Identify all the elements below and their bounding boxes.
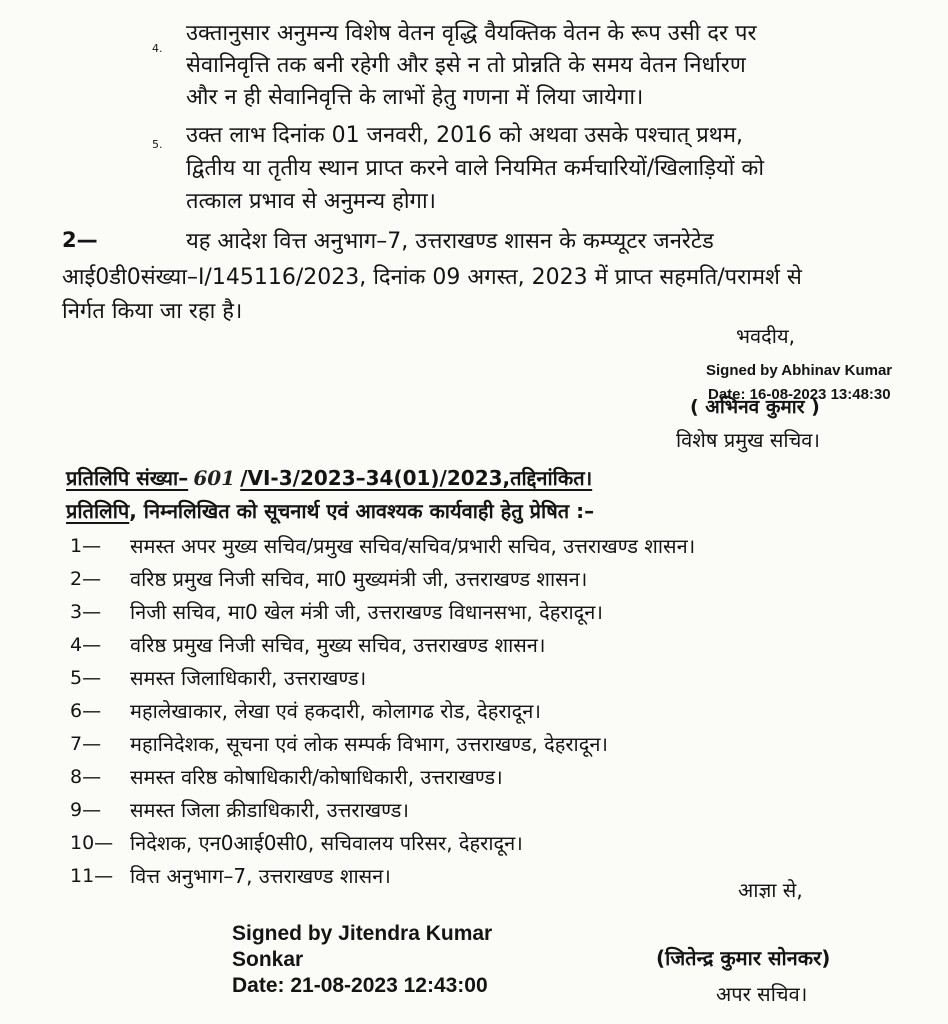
point-line: द्वितीय या तृतीय स्थान प्राप्त करने वाले नियमित कर्मचारियों/खिलाड़ियों को [186, 156, 765, 181]
list-item-text: वरिष्ठ प्रमुख निजी सचिव, मुख्य सचिव, उत्तराखण्ड शासन। [130, 633, 546, 657]
paragraph-number: 2— [62, 228, 98, 252]
digital-signature-date: Date: 16-08-2023 13:48:30 [708, 386, 891, 403]
list-item-text: समस्त जिलाधिकारी, उत्तराखण्ड। [130, 666, 367, 690]
digital-signature-name-cont: Sonkar [232, 948, 304, 971]
signatory-designation: अपर सचिव। [716, 982, 808, 1006]
paragraph-line: आई0डी0संख्या–I/145116/2023, दिनांक 09 अगस्त, 2023 में प्राप्त सहमति/परामर्श से [62, 265, 802, 290]
list-item-text: समस्त अपर मुख्य सचिव/प्रमुख सचिव/सचिव/प्रभारी सचिव, उत्तराखण्ड शासन। [130, 534, 696, 558]
point-line: उक्त लाभ दिनांक 01 जनवरी, 2016 को अथवा उसके पश्चात् प्रथम, [186, 123, 744, 148]
list-item-number: 4— [70, 634, 102, 656]
list-item-text: वित्त अनुभाग–7, उत्तराखण्ड शासन। [130, 864, 391, 888]
paragraph-line: यह आदेश वित्त अनुभाग–7, उत्तराखण्ड शासन के कम्प्यूटर जनरेटेड [186, 229, 714, 254]
signatory-designation: विशेष प्रमुख सचिव। [676, 428, 820, 452]
list-item-text: वरिष्ठ प्रमुख निजी सचिव, मा0 मुख्यमंत्री जी, उत्तराखण्ड शासन। [130, 567, 588, 591]
copy-reference-number: /VI-3/2023–34(01)/2023,तद्दिनांकित। [240, 466, 593, 490]
list-item-number: 11— [70, 865, 114, 887]
digital-signature-name: Signed by Jitendra Kumar [232, 922, 493, 945]
list-item-number: 7— [70, 733, 102, 755]
list-item-number: 9— [70, 799, 102, 821]
list-item-text: निदेशक, एन0आई0सी0, सचिवालय परिसर, देहरादून। [130, 831, 523, 855]
digital-signature-date: Date: 21-08-2023 12:43:00 [232, 974, 488, 997]
copy-heading-text: , निम्नलिखित को सूचनार्थ एवं आवश्यक कार्यवाही हेतु प्रेषित :– [129, 499, 595, 523]
point-line: सेवानिवृत्ति तक बनी रहेगी और इसे न तो प्रोन्नति के समय वेतन निर्धारण [186, 53, 746, 78]
copy-heading [66, 497, 594, 524]
list-item-text: महानिदेशक, सूचना एवं लोक सम्पर्क विभाग, उत्तराखण्ड, देहरादून। [130, 732, 608, 756]
list-item-text: समस्त जिला क्रीडाधिकारी, उत्तराखण्ड। [130, 798, 409, 822]
signatory-name: (जितेन्द्र कुमार सोनकर) [656, 946, 831, 970]
point-number: 5. [152, 138, 163, 151]
list-item-number: 6— [70, 700, 102, 722]
point-line: उक्तानुसार अनुमन्य विशेष वेतन वृद्धि वैयक्तिक वेतन के रूप उसी दर पर [186, 21, 757, 46]
copy-number-label: प्रतिलिपि संख्या– [66, 466, 189, 490]
list-item-number: 1— [70, 535, 102, 557]
closing-text: भवदीय, [736, 324, 795, 348]
closing-text: आज्ञा से, [738, 878, 803, 902]
copy-heading-label: प्रतिलिपि [66, 499, 130, 523]
list-item-number: 2— [70, 568, 102, 590]
copy-number-line [66, 464, 592, 491]
point-line: और न ही सेवानिवृत्ति के लाभों हेतु गणना में लिया जायेगा। [186, 85, 644, 110]
point-line: तत्काल प्रभाव से अनुमन्य होगा। [186, 189, 436, 214]
list-item-number: 3— [70, 601, 102, 623]
handwritten-number: 601 [193, 466, 236, 490]
point-number: 4. [152, 42, 163, 55]
list-item-number: 5— [70, 667, 102, 689]
digital-signature-name: Signed by Abhinav Kumar [706, 362, 893, 379]
paragraph-line: निर्गत किया जा रहा है। [62, 299, 243, 324]
list-item-number: 10— [70, 832, 114, 854]
list-item-text: समस्त वरिष्ठ कोषाधिकारी/कोषाधिकारी, उत्तराखण्ड। [130, 765, 503, 789]
signatory-name: ( अभिनव कुमार ) [690, 396, 820, 418]
list-item-text: निजी सचिव, मा0 खेल मंत्री जी, उत्तराखण्ड विधानसभा, देहरादून। [130, 600, 603, 624]
list-item-text: महालेखाकार, लेखा एवं हकदारी, कोलागढ रोड, देहरादून। [130, 699, 541, 723]
list-item-number: 8— [70, 766, 102, 788]
